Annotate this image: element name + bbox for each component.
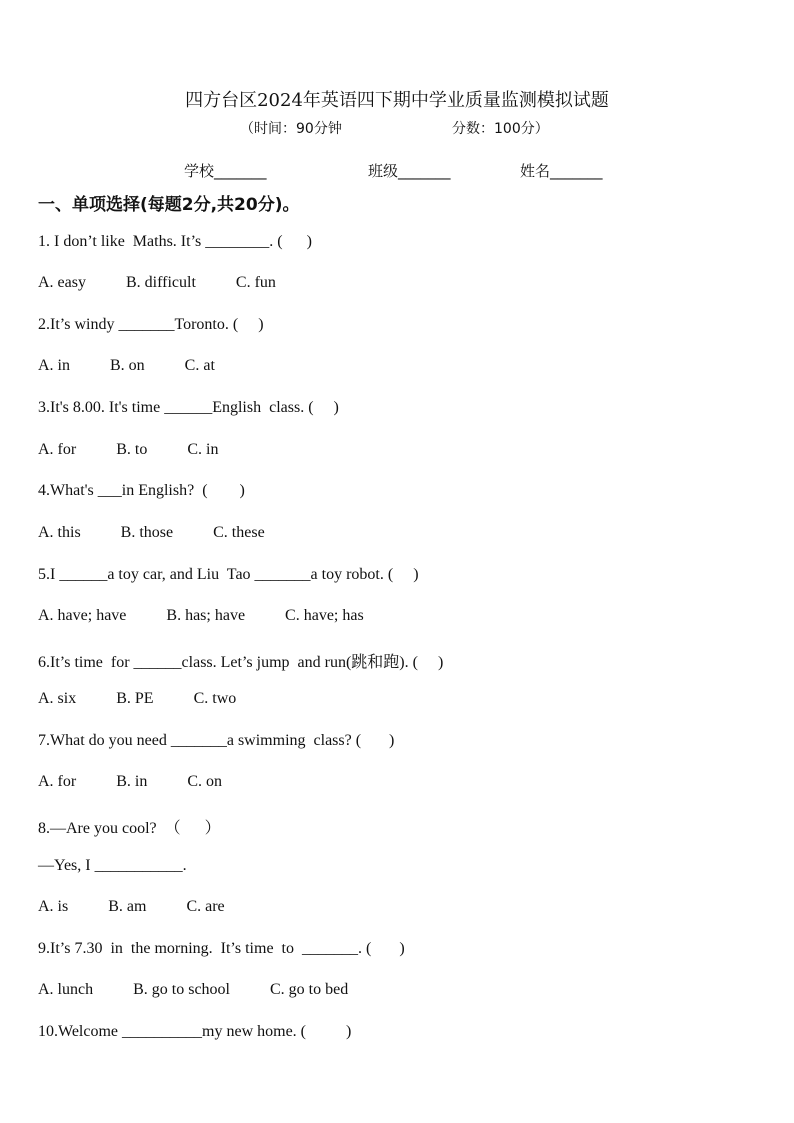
question-3: 3.It's 8.00. It's time ______English class. ( ) bbox=[38, 399, 339, 416]
options-2: A. in B. on C. at bbox=[38, 357, 215, 374]
question-9: 9.It’s 7.30 in the morning. It’s time to _______. ( ) bbox=[38, 940, 405, 957]
section-heading: 一、单项选择(每题2分,共20分)。 bbox=[38, 195, 300, 215]
options-4: A. this B. those C. these bbox=[38, 524, 265, 541]
options-3: A. for B. to C. in bbox=[38, 441, 219, 458]
options-5: A. have; have B. has; have C. have; has bbox=[38, 607, 364, 624]
options-7: A. for B. in C. on bbox=[38, 773, 222, 790]
question-10: 10.Welcome __________my new home. ( ) bbox=[38, 1023, 352, 1040]
answer-line-8: —Yes, I ___________. bbox=[38, 857, 187, 874]
options-9: A. lunch B. go to school C. go to bed bbox=[38, 981, 349, 998]
name-field: 姓名_______ bbox=[520, 162, 603, 180]
question-8: 8.—Are you cool? （ ） bbox=[38, 820, 221, 837]
options-8: A. is B. am C. are bbox=[38, 898, 225, 915]
question-7: 7.What do you need _______a swimming class? ( ) bbox=[38, 732, 395, 749]
exam-title: 四方台区2024年英语四下期中学业质量监测模拟试题 bbox=[185, 90, 609, 111]
school-field: 学校_______ bbox=[184, 162, 267, 180]
options-1: A. easy B. difficult C. fun bbox=[38, 274, 276, 291]
question-2: 2.It’s windy _______Toronto. ( ) bbox=[38, 316, 264, 333]
question-5: 5.I ______a toy car, and Liu Tao _______a toy robot. ( ) bbox=[38, 566, 419, 583]
class-field: 班级_______ bbox=[368, 162, 451, 180]
question-1: 1. I don’t like Maths. It’s ________. ( ) bbox=[38, 233, 312, 250]
question-4: 4.What's ___in English? ( ) bbox=[38, 482, 245, 499]
exam-score: 分数：100分） bbox=[452, 121, 549, 137]
question-6: 6.It’s time for ______class. Let’s jump and run(跳和跑). ( ) bbox=[38, 654, 444, 671]
exam-time: （时间：90分钟 bbox=[240, 121, 342, 137]
options-6: A. six B. PE C. two bbox=[38, 690, 237, 707]
